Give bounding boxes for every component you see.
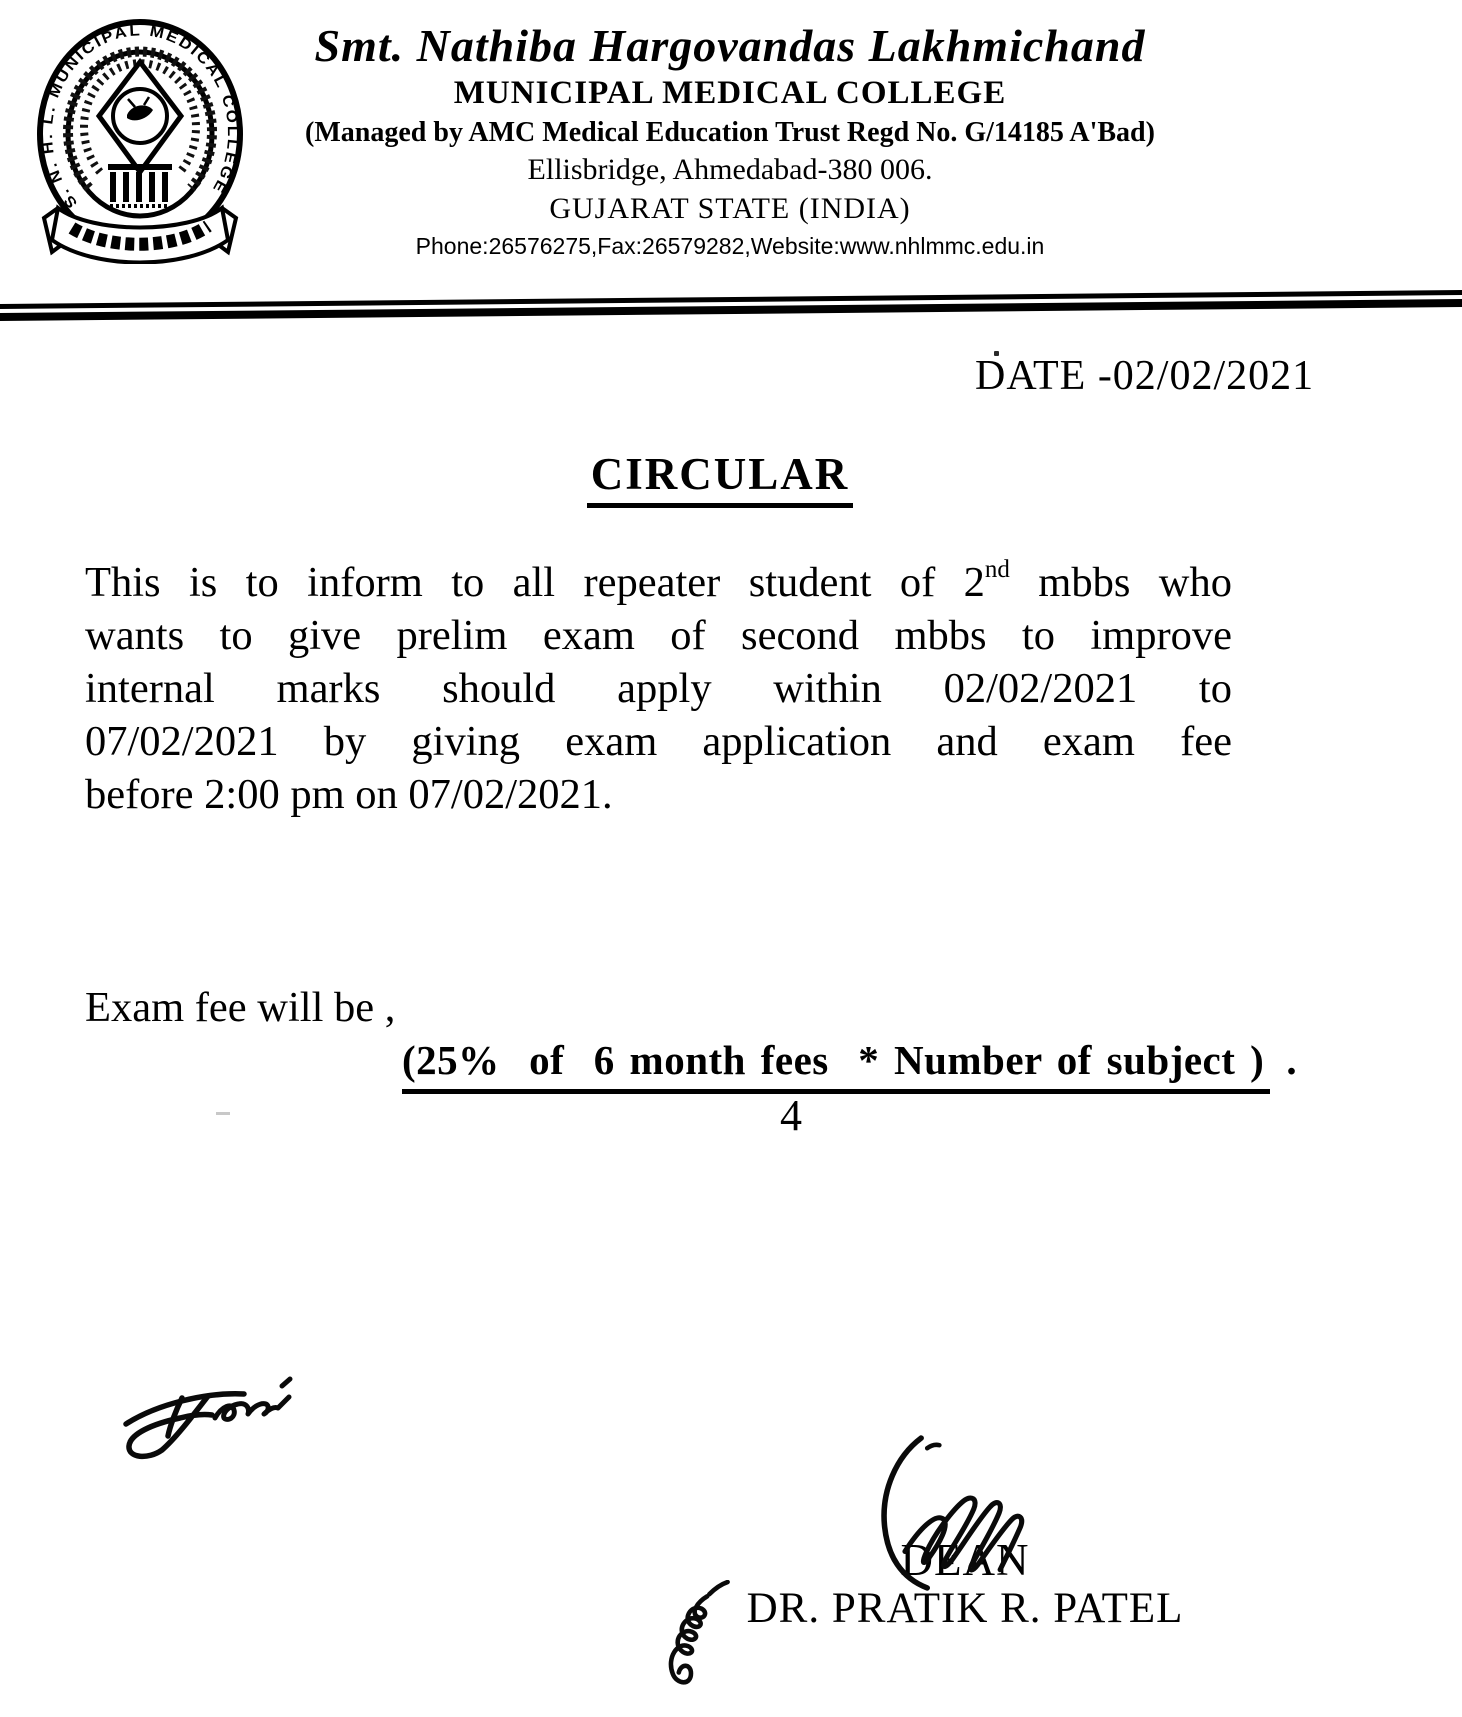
letterhead-divider [0, 290, 1462, 321]
page-title: CIRCULAR [587, 448, 854, 508]
date-line: DATE -02/02/2021 [975, 353, 1315, 399]
contact-line: Phone:26576275,Fax:26579282,Website:www.nhlmmc.edu.in [415, 232, 1045, 259]
institution-line: MUNICIPAL MEDICAL COLLEGE [453, 74, 1007, 111]
dean-signature [862, 1432, 1040, 1594]
scan-smudge [216, 1112, 230, 1115]
letterhead [255, 20, 1205, 260]
fee-intro: Exam fee will be , [85, 984, 396, 1031]
body-line-2: wants to give prelim exam of second mbbs to improve [85, 612, 1232, 659]
state-line: GUJARAT STATE (INDIA) [549, 191, 911, 225]
fee-formula: (25% of 6 month fees * Number of subject ) [402, 1036, 1270, 1094]
body-line-1-tail: mbbs who [1009, 559, 1232, 606]
college-seal-logo [28, 12, 256, 264]
college-name: Smt. Nathiba Hargovandas Lakhmichand [314, 20, 1146, 71]
body-line-4: 07/02/2021 by giving exam application and exam fee [85, 718, 1232, 765]
dean-name: DR. PRATIK R. PATEL [746, 1585, 1184, 1632]
fee-formula-row [402, 1036, 1297, 1094]
left-signature [112, 1362, 297, 1462]
body-line-3: internal marks should apply within 02/02/2021 to [85, 665, 1232, 712]
fee-denominator: 4 [780, 1091, 802, 1140]
dean-title: DEAN [900, 1535, 1030, 1585]
body-line-1-text: This is to inform to all repeater student of 2 [85, 559, 985, 606]
body-paragraph [85, 556, 1232, 821]
body-line-1 [85, 556, 1232, 609]
address-line: Ellisbridge, Ahmedabad-380 006. [527, 152, 933, 186]
body-line-5: before 2:00 pm on 07/02/2021. [85, 771, 613, 818]
managed-by-line: (Managed by AMC Medical Education Trust Regd No. G/14185 A'Bad) [305, 116, 1155, 148]
fee-formula-period: . [1286, 1037, 1297, 1083]
seal-ring-text: S. N. H. L. MUNICIPAL MEDICAL COLLEGE [38, 22, 242, 212]
ordinal-superscript: nd [984, 555, 1010, 583]
secondary-signature [650, 1580, 734, 1702]
title-row [0, 448, 1440, 508]
